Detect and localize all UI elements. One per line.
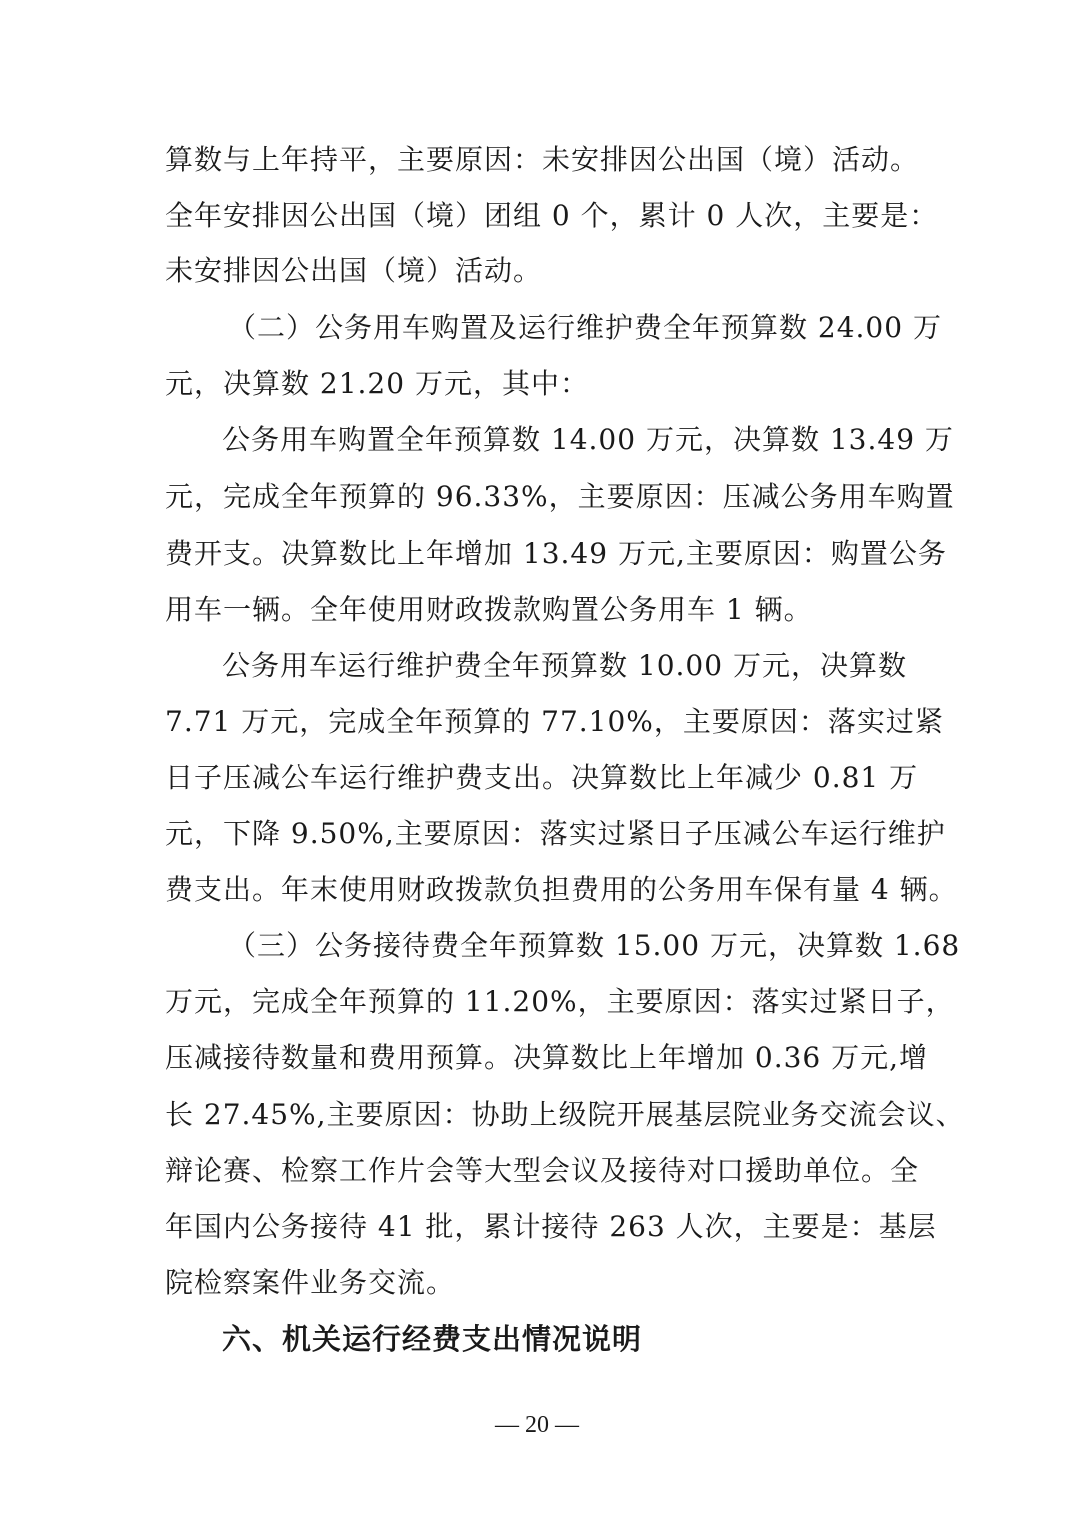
text-line: 未安排因公出国（境）活动。	[165, 254, 543, 287]
text-line: 日子压减公车运行维护费支出。决算数比上年减少 0.81 万	[165, 761, 919, 794]
text-line: 院检察案件业务交流。	[165, 1266, 456, 1299]
text-line: 全年安排因公出国（境）团组 0 个，累计 0 人次，主要是：	[165, 199, 939, 232]
text-line: 元，决算数 21.20 万元，其中：	[165, 367, 589, 400]
text-line: 万元，完成全年预算的 11.20%，主要原因：落实过紧日子，	[165, 985, 955, 1018]
section-heading: 六、机关运行经费支出情况说明	[222, 1322, 643, 1356]
text-line: （三）公务接待费全年预算数 15.00 万元，决算数 1.68	[228, 929, 961, 962]
text-line: 用车一辆。全年使用财政拨款购置公务用车 1 辆。	[165, 593, 813, 626]
page-number: — 20 —	[495, 1412, 579, 1438]
text-line: 年国内公务接待 41 批，累计接待 263 人次，主要是：基层	[165, 1210, 937, 1243]
text-line: 元，下降 9.50%,主要原因：落实过紧日子压减公车运行维护	[165, 817, 946, 850]
text-line: 公务用车购置全年预算数 14.00 万元，决算数 13.49 万	[222, 423, 954, 456]
text-line: 算数与上年持平，主要原因：未安排因公出国（境）活动。	[165, 143, 920, 176]
text-line: 费支出。年末使用财政拨款负担费用的公务用车保有量 4 辆。	[165, 873, 958, 906]
text-line: （二）公务用车购置及运行维护费全年预算数 24.00 万	[228, 311, 942, 344]
text-line: 公务用车运行维护费全年预算数 10.00 万元，决算数	[222, 649, 907, 682]
text-line: 辩论赛、检察工作片会等大型会议及接待对口援助单位。全	[165, 1154, 920, 1187]
text-line: 压减接待数量和费用预算。决算数比上年增加 0.36 万元,增	[165, 1041, 929, 1074]
text-line: 元，完成全年预算的 96.33%，主要原因：压减公务用车购置	[165, 480, 955, 513]
text-line: 长 27.45%,主要原因：协助上级院开展基层院业务交流会议、	[165, 1098, 965, 1131]
text-line: 费开支。决算数比上年增加 13.49 万元,主要原因：购置公务	[165, 537, 947, 570]
text-line: 7.71 万元，完成全年预算的 77.10%，主要原因：落实过紧	[165, 705, 944, 738]
